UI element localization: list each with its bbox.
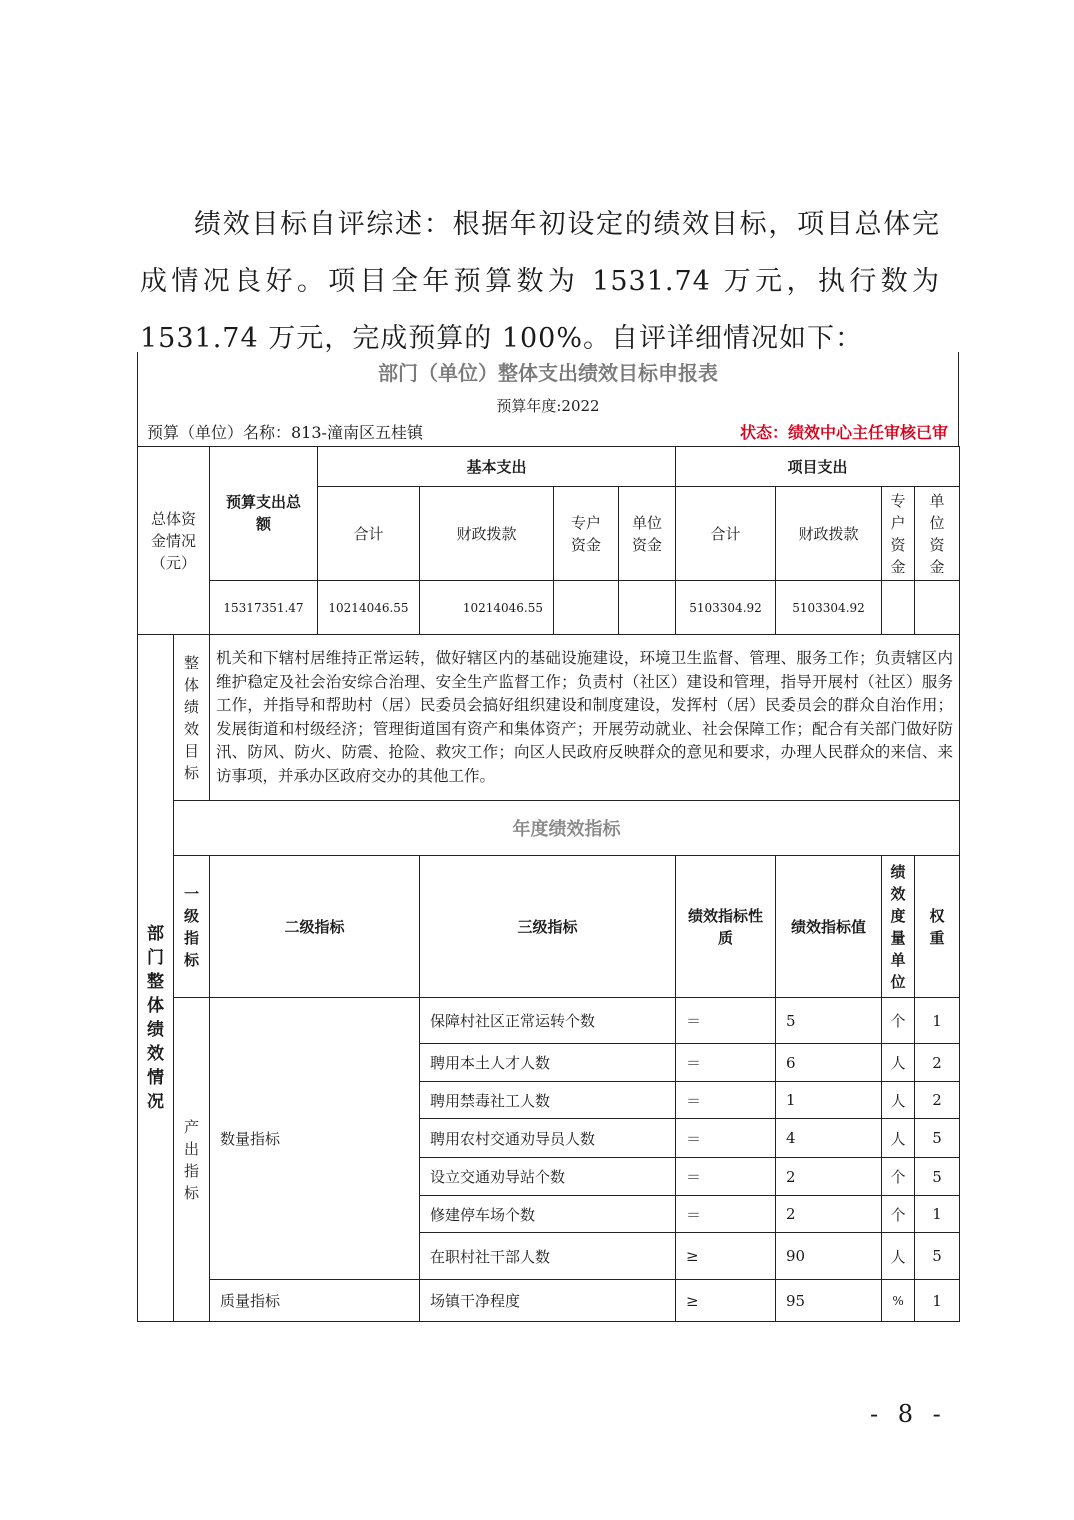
indicator-name: 修建停车场个数	[420, 1196, 676, 1233]
basic-expense-header: 基本支出	[318, 447, 676, 487]
basic-fiscal-value: 10214046.55	[420, 581, 554, 635]
total-value: 15317351.47	[210, 581, 318, 635]
level1-header: 一级指标	[174, 856, 210, 998]
unit-header: 绩效度量单位	[882, 856, 915, 998]
total-label-cell: 预算支出总额	[210, 447, 318, 581]
indicator-value: 5	[776, 998, 882, 1044]
intro-text: 绩效目标自评综述：根据年初设定的绩效目标，项目总体完成情况良好。项目全年预算数为 1531.74 万元，执行数为 1531.74 万元，完成预算的 100%。自评详细情况如下：	[140, 209, 940, 354]
indicator-unit: 个	[882, 1158, 915, 1196]
dept-section-label: 部门整体绩效情况	[138, 635, 174, 1322]
indicator-row	[138, 998, 960, 1044]
basic-total-value: 10214046.55	[318, 581, 420, 635]
indicator-nature: ＝	[676, 1044, 776, 1082]
budget-year: 预算年度:2022	[496, 397, 600, 415]
indicator-value: 95	[776, 1280, 882, 1322]
project-expense-header: 项目支出	[676, 447, 960, 487]
indicator-weight: 1	[915, 998, 960, 1044]
project-unit-header: 单位资金	[915, 487, 960, 581]
indicator-row	[138, 1280, 960, 1322]
level3-header: 三级指标	[420, 856, 676, 998]
basic-special-header: 专户资金	[554, 487, 619, 581]
indicator-nature: ＝	[676, 1158, 776, 1196]
basic-total-header: 合计	[318, 487, 420, 581]
basic-special-value	[554, 581, 619, 635]
indicator-unit: 人	[882, 1119, 915, 1158]
intro-paragraph	[140, 196, 940, 367]
value-header: 绩效指标值	[776, 856, 882, 998]
indicator-name: 场镇干净程度	[420, 1280, 676, 1322]
indicator-name: 聘用禁毒社工人数	[420, 1082, 676, 1119]
project-unit-value	[915, 581, 960, 635]
form-title: 部门（单位）整体支出绩效目标申报表	[378, 361, 718, 385]
indicator-name: 聘用本土人才人数	[420, 1044, 676, 1082]
basic-unit-value	[619, 581, 676, 635]
indicator-value: 2	[776, 1196, 882, 1233]
indicator-weight: 1	[915, 1280, 960, 1322]
project-total-value: 5103304.92	[676, 581, 776, 635]
indicator-name: 聘用农村交通劝导员人数	[420, 1119, 676, 1158]
project-special-header: 专户资金	[882, 487, 915, 581]
funds-row-label: 总体资金情况（元）	[138, 447, 210, 635]
indicator-nature: ＝	[676, 1119, 776, 1158]
indicator-name: 保障村社区正常运转个数	[420, 998, 676, 1044]
quality-label: 质量指标	[210, 1280, 420, 1322]
indicator-value: 2	[776, 1158, 882, 1196]
goal-text: 机关和下辖村居维持正常运转，做好辖区内的基础设施建设，环境卫生监督、管理、服务工作；负责辖区内维护稳定及社会治安综合治理、安全生产监督工作；负责村（社区）建设和管理，指导开展村（社区）服务工作，并指导和帮助村（居）民委员会搞好组织建设和制度建设，发挥村（居）民委员会的群众自治作用；发展街道和村级经济；管理街道国有资产和集体资产；开展劳动就业、社会保障工作；配合有关部门做好防汛、防风、防火、防震、抢险、救灾工作；向区人民政府反映群众的意见和要求，办理人民群众的来信、来访事项，并承办区政府交办的其他工作。	[210, 635, 960, 801]
indicator-value: 1	[776, 1082, 882, 1119]
goal-label: 整体绩效目标	[174, 635, 210, 801]
indicator-unit: 个	[882, 1196, 915, 1233]
output-label: 产出指标	[174, 998, 210, 1322]
indicator-unit: 个	[882, 998, 915, 1044]
indicator-nature: ＝	[676, 1196, 776, 1233]
indicator-unit: %	[882, 1280, 915, 1322]
project-fiscal-value: 5103304.92	[776, 581, 882, 635]
project-total-header: 合计	[676, 487, 776, 581]
indicator-value: 4	[776, 1119, 882, 1158]
indicator-weight: 2	[915, 1082, 960, 1119]
indicator-weight: 5	[915, 1119, 960, 1158]
indicator-unit: 人	[882, 1082, 915, 1119]
page-number: - 8 -	[870, 1400, 947, 1428]
indicator-value: 6	[776, 1044, 882, 1082]
basic-unit-header: 单位资金	[619, 487, 676, 581]
quantity-label: 数量指标	[210, 998, 420, 1280]
indicator-nature: ≥	[676, 1233, 776, 1280]
indicator-unit: 人	[882, 1233, 915, 1280]
unit-name: 预算（单位）名称：813-潼南区五桂镇	[147, 423, 423, 442]
indicator-weight: 5	[915, 1158, 960, 1196]
indicator-name: 在职村社干部人数	[420, 1233, 676, 1280]
indicator-nature: ≥	[676, 1280, 776, 1322]
project-special-value	[882, 581, 915, 635]
project-fiscal-header: 财政拨款	[776, 487, 882, 581]
performance-table	[137, 446, 960, 1322]
weight-header: 权重	[915, 856, 960, 998]
indicator-weight: 1	[915, 1196, 960, 1233]
nature-header: 绩效指标性质	[676, 856, 776, 998]
indicator-weight: 5	[915, 1233, 960, 1280]
indicator-nature: ＝	[676, 998, 776, 1044]
basic-fiscal-header: 财政拨款	[420, 487, 554, 581]
indicator-name: 设立交通劝导站个数	[420, 1158, 676, 1196]
status-text: 状态：绩效中心主任审核已审	[739, 423, 948, 442]
indicator-unit: 人	[882, 1044, 915, 1082]
annual-indicators-header: 年度绩效指标	[174, 801, 960, 856]
indicator-value: 90	[776, 1233, 882, 1280]
indicator-nature: ＝	[676, 1082, 776, 1119]
level2-header: 二级指标	[210, 856, 420, 998]
indicator-weight: 2	[915, 1044, 960, 1082]
